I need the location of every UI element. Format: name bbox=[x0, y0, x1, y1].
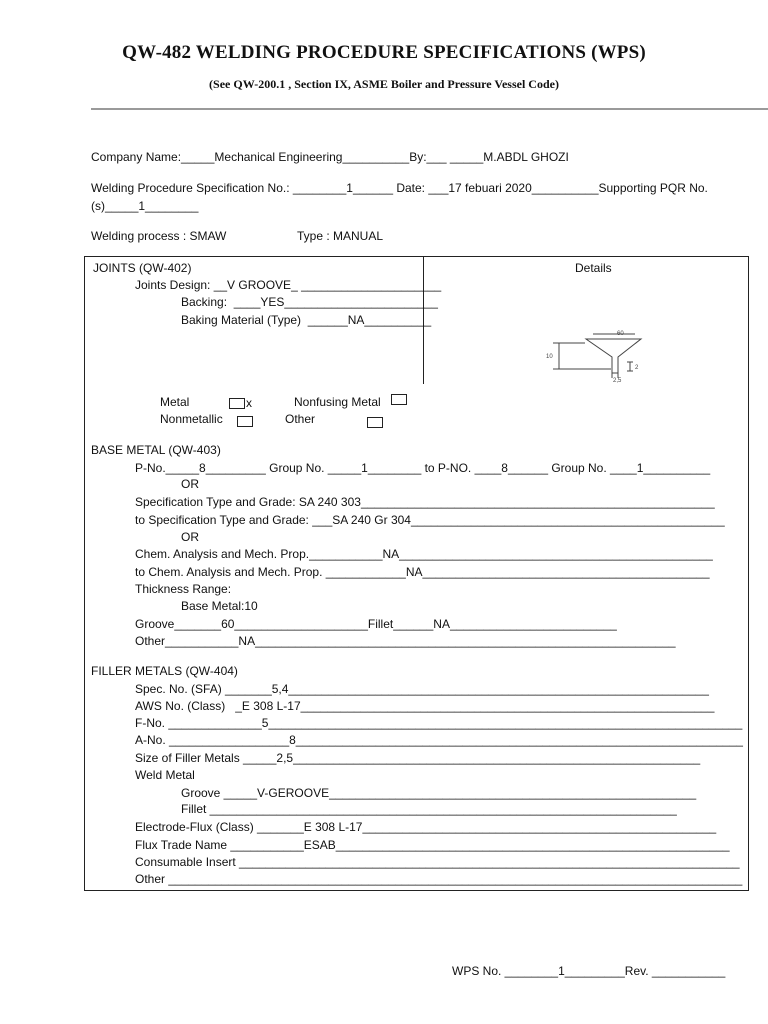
thickness-range-label: Thickness Range: bbox=[135, 582, 232, 596]
base-metal-or-2: OR bbox=[181, 530, 199, 544]
details-heading: Details bbox=[575, 261, 612, 275]
base-metal-to-chem: to Chem. Analysis and Mech. Prop. ____________NA___________________________________________ bbox=[135, 565, 710, 579]
base-metal-spec: Specification Type and Grade: SA 240 303_____________________________________________________ bbox=[135, 495, 715, 509]
v-groove-joint-diagram bbox=[543, 329, 683, 383]
weld-metal-fillet: Fillet ______________________________________________________________________ bbox=[181, 802, 677, 816]
filler-a-no: A-No. __________________8___________________________________________________________________ bbox=[135, 733, 743, 747]
other-label: Other bbox=[285, 412, 316, 426]
filler-other: Other ______________________________________________________________________________________ bbox=[135, 872, 743, 886]
base-metal-to-spec: to Specification Type and Grade: ___SA 240 Gr 304_______________________________________________ bbox=[135, 513, 725, 527]
base-metal-thickness: Base Metal:10 bbox=[181, 599, 258, 613]
filler-f-no: F-No. ______________5_______________________________________________________________________ bbox=[135, 716, 743, 730]
base-metal-pno: P-No._____8_________ Group No. _____1________ to P-NO. ____8______ Group No. ____1__________ bbox=[135, 461, 711, 475]
page-title: QW-482 WELDING PROCEDURE SPECIFICATIONS (WPS) bbox=[122, 42, 646, 63]
nonfusing-metal-label: Nonfusing Metal bbox=[294, 395, 381, 409]
header-divider bbox=[91, 108, 768, 110]
type-line: Type : MANUAL bbox=[297, 229, 384, 243]
joints-backing-material: Baking Material (Type) ______NA__________ bbox=[181, 313, 432, 327]
flux-trade-name: Flux Trade Name ___________ESAB___________________________________________________________ bbox=[135, 838, 730, 852]
dim-bottom-label: 2,5 bbox=[613, 378, 622, 383]
filler-aws-no: AWS No. (Class) _E 308 L-17______________________________________________________________ bbox=[135, 699, 715, 713]
electrode-flux: Electrode-Flux (Class) _______E 308 L-17_____________________________________________________ bbox=[135, 820, 717, 834]
metal-check-mark: x bbox=[246, 396, 252, 410]
base-metal-other: Other___________NA_______________________________________________________________ bbox=[135, 634, 676, 648]
metal-label: Metal bbox=[160, 395, 190, 409]
filler-metals-heading: FILLER METALS (QW-404) bbox=[91, 664, 238, 678]
base-metal-groove: Groove_______60____________________Fillet______NA_________________________ bbox=[135, 617, 617, 631]
consumable-insert: Consumable Insert ___________________________________________________________________________ bbox=[135, 855, 740, 869]
nonmetallic-checkbox[interactable] bbox=[237, 416, 253, 427]
joints-backing: Backing: ____YES_______________________ bbox=[181, 295, 438, 309]
dim-top-label: 60 bbox=[617, 331, 624, 337]
nonfusing-metal-checkbox[interactable] bbox=[391, 394, 407, 405]
wps-line-1: Welding Procedure Specification No.: ________1______ Date: ___17 febuari 2020__________Supporting PQR No. bbox=[91, 181, 708, 195]
filler-size: Size of Filler Metals _____2,5_____________________________________________________________ bbox=[135, 751, 701, 765]
filler-spec-no: Spec. No. (SFA) _______5,4_______________________________________________________________ bbox=[135, 682, 709, 696]
joints-heading: JOINTS (QW-402) bbox=[93, 261, 192, 275]
joints-design: Joints Design: __V GROOVE_ _____________________ bbox=[135, 278, 442, 292]
process-line: Welding process : SMAW bbox=[91, 229, 227, 243]
nonmetallic-label: Nonmetallic bbox=[160, 412, 223, 426]
page-subtitle: (See QW-200.1 , Section IX, ASME Boiler and Pressure Vessel Code) bbox=[209, 77, 559, 91]
footer-wps-no: WPS No. ________1_________Rev. ___________ bbox=[452, 964, 726, 978]
weld-metal-groove: Groove _____V-GEROOVE_______________________________________________________ bbox=[181, 786, 697, 800]
base-metal-or-1: OR bbox=[181, 477, 199, 491]
base-metal-heading: BASE METAL (QW-403) bbox=[91, 443, 221, 457]
metal-checkbox[interactable] bbox=[229, 398, 245, 409]
weld-metal-label: Weld Metal bbox=[135, 768, 195, 782]
dim-right-label: 2 bbox=[635, 365, 639, 371]
company-line: Company Name:_____Mechanical Engineering__________By:___ _____M.ABDL GHOZI bbox=[91, 150, 569, 164]
wps-line-2: (s)_____1________ bbox=[91, 199, 199, 213]
base-metal-chem: Chem. Analysis and Mech. Prop.___________NA_______________________________________________ bbox=[135, 547, 713, 561]
other-checkbox[interactable] bbox=[367, 417, 383, 428]
dim-left-label: 10 bbox=[546, 354, 553, 360]
